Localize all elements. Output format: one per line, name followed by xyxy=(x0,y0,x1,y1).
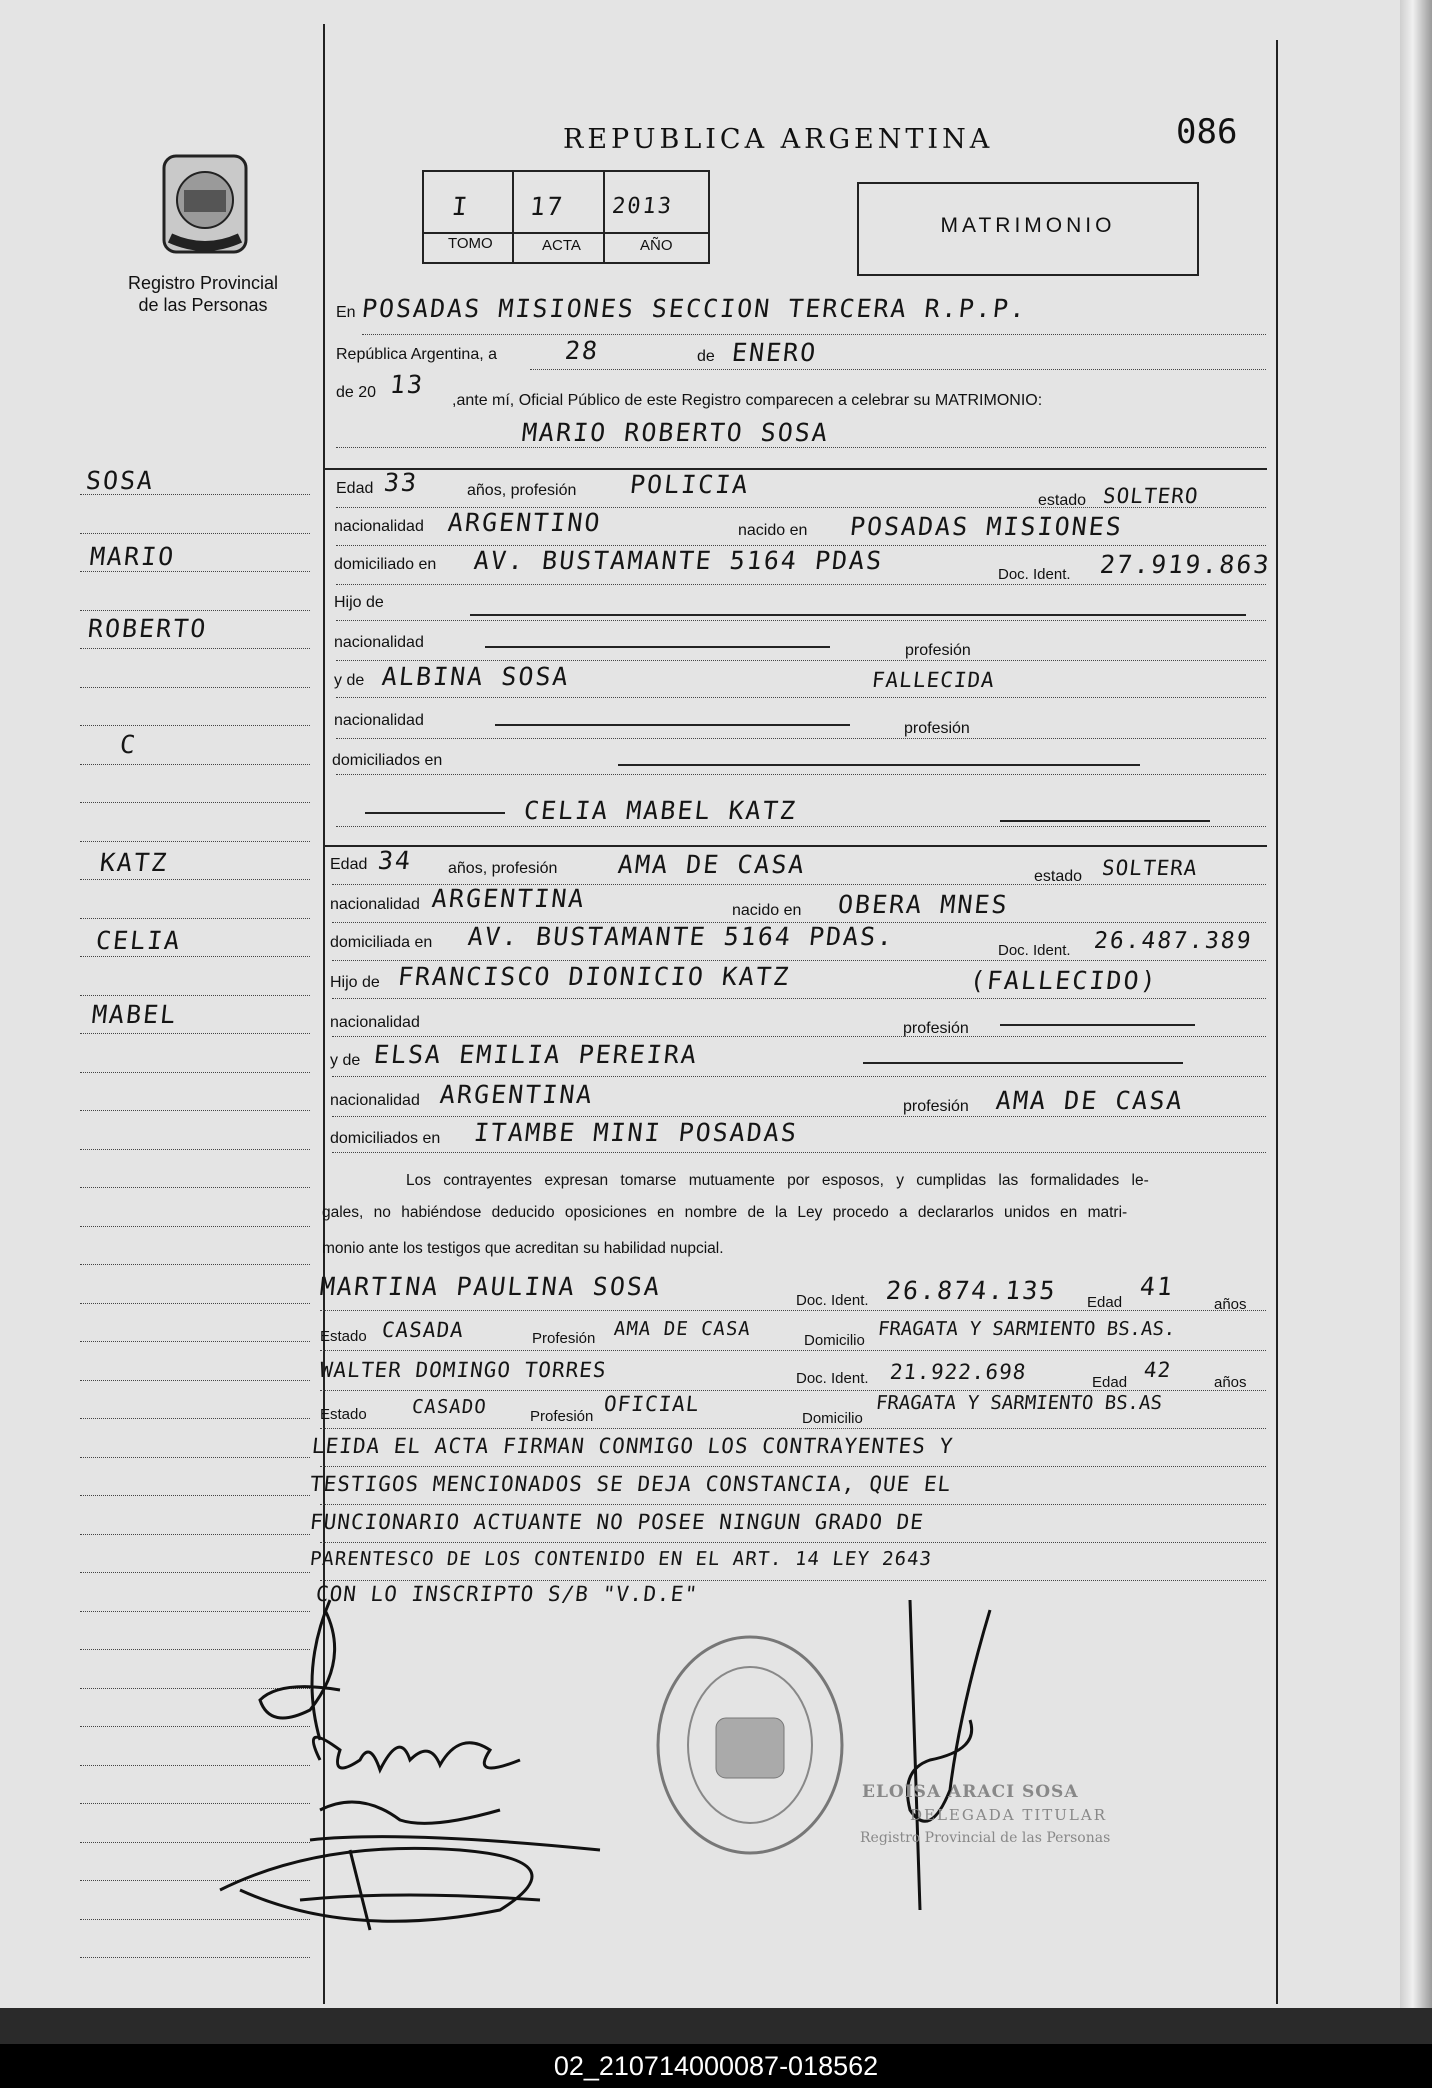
witness2-age: 42 xyxy=(1142,1358,1173,1382)
declaration-line1: Los contrayentes expresan tomarse mutuamente por esposos, y cumplidas las formalidades le- xyxy=(406,1172,1149,1189)
official-name: ELOISA ARACI SOSA xyxy=(862,1782,1079,1802)
groom-mother-note: FALLECIDA xyxy=(870,668,997,692)
groom-full-name: MARIO ROBERTO SOSA xyxy=(520,418,831,447)
act-type: MATRIMONIO xyxy=(940,214,1116,237)
bride-full-name: CELIA MABEL KATZ xyxy=(522,796,799,825)
bride-father-note: (FALLECIDO) xyxy=(968,966,1160,995)
tomo-label: TOMO xyxy=(448,235,493,252)
witness2-profession: OFICIAL xyxy=(602,1392,701,1416)
witness2-name: WALTER DOMINGO TORRES xyxy=(318,1358,608,1382)
official-signature xyxy=(890,1590,1020,1930)
margin-name-4: C xyxy=(118,730,139,759)
witness1-doc: 26.874.135 xyxy=(884,1276,1059,1305)
bride-age: 34 xyxy=(376,846,414,875)
folio-number: 086 xyxy=(1176,112,1238,152)
bride-mother-profession: AMA DE CASA xyxy=(994,1086,1186,1115)
act-day: 28 xyxy=(563,336,601,365)
official-title: DELEGADA TITULAR xyxy=(910,1806,1107,1824)
groom-mother: ALBINA SOSA xyxy=(380,662,572,691)
note-line3: FUNCIONARIO ACTUANTE NO POSEE NINGUN GRADO DE xyxy=(308,1510,926,1534)
bride-birthplace: OBERA MNES xyxy=(836,890,1011,919)
note-line2: TESTIGOS MENCIONADOS SE DEJA CONSTANCIA, QUE EL xyxy=(308,1472,953,1496)
tomo-value: I xyxy=(450,192,471,221)
country-title: REPUBLICA ARGENTINA xyxy=(563,124,994,155)
official-seal-icon xyxy=(650,1630,850,1860)
act-year-suffix: 13 xyxy=(388,370,426,399)
note-line5: CON LO INSCRIPTO S/B "V.D.E" xyxy=(314,1582,700,1606)
anio-label: AÑO xyxy=(640,237,673,254)
acta-label: ACTA xyxy=(542,237,581,254)
witness1-status: CASADA xyxy=(380,1318,466,1342)
witness1-profession: AMA DE CASA xyxy=(612,1318,752,1340)
official-org: Registro Provincial de las Personas xyxy=(860,1830,1111,1846)
witness1-age: 41 xyxy=(1138,1272,1176,1301)
page-edge xyxy=(1400,0,1432,2040)
signature-group xyxy=(200,1590,660,1970)
groom-nationality: ARGENTINO xyxy=(446,508,603,537)
declaration-line2: gales, no habiéndose deducido oposiciones en nombre de la Ley procedo a declararlos unidos en matri- xyxy=(322,1204,1128,1221)
act-place: POSADAS MISIONES SECCION TERCERA R.P.P. xyxy=(360,294,1029,323)
registry-name-line1: Registro Provincial xyxy=(127,273,279,293)
margin-name-2: MARIO xyxy=(88,542,177,571)
acta-value: 17 xyxy=(528,192,566,221)
bride-nationality: ARGENTINA xyxy=(430,884,587,913)
bride-parents-address: ITAMBE MINI POSADAS xyxy=(472,1118,800,1147)
groom-address: AV. BUSTAMANTE 5164 PDAS xyxy=(472,546,885,575)
witness2-address: FRAGATA Y SARMIENTO BS.AS xyxy=(874,1392,1164,1414)
groom-birthplace: POSADAS MISIONES xyxy=(848,512,1125,541)
bride-father: FRANCISCO DIONICIO KATZ xyxy=(396,962,792,991)
groom-doc: 27.919.863 xyxy=(1098,550,1273,579)
note-line4: PARENTESCO DE LOS CONTENIDO EN EL ART. 14 LEY 2643 xyxy=(308,1548,934,1570)
witness1-name: MARTINA PAULINA SOSA xyxy=(318,1272,663,1301)
bride-mother: ELSA EMILIA PEREIRA xyxy=(372,1040,700,1069)
certificate-page: Registro Provincial de las Personas REPUBLICA ARGENTINA 086 I 17 2013 TOMO ACTA AÑO MATRIMONIO En POSADAS MISIONES SECCION TERCERA R.P.P. República Argentina, a 28 de ENERO de 20 13 ,ante mí, Oficial Público de este Registro comparecen a celebrar su MATRIMONIO: MARIO ROBERTO SOSA Edad 33 años, profesión POLICIA estado SOLTERO nacionalidad ARGENTINO nacido en POSADAS MISIONES domiciliado en AV. BUSTAMANTE 5164 PDAS Doc. Ident. 27.919.863 Hijo de nacionalidad profesión y de ALBINA SOSA FALLECIDA nacionalidad profesión domiciliados en CELIA MABEL KATZ Edad 34 años, profesión AMA DE CASA estado SOLTERA nacionalidad ARGENTINA nacido en OBERA MNES domiciliada en AV. BUSTAMANTE 5164 PDAS. Doc. Ident. 26.487.389 Hijo de FRANCISCO DIONICIO KATZ (FALLECIDO) nacionalidad profesión y de ELSA EMILIA PEREIRA nacionalidad ARGENTINA profesión AMA DE CASA domiciliados en ITAMBE MINI POSADAS Los contrayentes expresan tomarse mutuamente por esposos, y cumplidas las formalidades le- gales, no habiéndose deducido oposiciones en nombre de la Ley procedo a declararlos unidos en matri- monio ante los testigos que acreditan su habilidad nupcial. MARTINA PAULINA SOSA Doc. Ident. 26.874.135 Edad 41 años Estado CASADA Profesión AMA DE CASA Domicilio FRAGATA Y SARMIENTO BS.AS. WALTER DOMINGO TORRES Doc. Ident. 21.922.698 Edad 42 años Estado CASADO Profesión OFICIAL Domicilio FRAGATA Y SARMIENTO BS.AS LEIDA EL ACTA FIRMAN CONMIGO LOS CONTRAYENTES Y TESTIGOS MENCIONADOS SE DEJA CONSTANCIA, QUE EL FUNCIONARIO ACTUANTE NO POSEE NINGUN GRADO DE PARENTESCO DE LOS CONTENIDO EN EL ART. 14 LEY 2643 CON LO INSCRIPTO S/B "V.D.E" SOSA MARIO ROBERTO C KATZ CELIA MABEL ELOISA ARACI SOSA DELEGADA TITULAR Registro Provincial de las Personas xyxy=(0,0,1402,2008)
bride-civil-status: SOLTERA xyxy=(1100,856,1199,880)
registry-name-line2: de las Personas xyxy=(138,295,268,315)
anio-value: 2013 xyxy=(610,194,675,219)
groom-profession: POLICIA xyxy=(628,470,751,499)
bride-profession: AMA DE CASA xyxy=(616,850,808,879)
margin-name-7: MABEL xyxy=(90,1000,179,1029)
declaration-line3: monio ante los testigos que acreditan su habilidad nupcial. xyxy=(322,1240,724,1257)
groom-civil-status: SOLTERO xyxy=(1101,484,1200,508)
margin-name-6: CELIA xyxy=(94,926,183,955)
note-line1: LEIDA EL ACTA FIRMAN CONMIGO LOS CONTRAYENTES Y xyxy=(310,1434,955,1458)
margin-name-5: KATZ xyxy=(98,848,170,877)
bride-mother-nationality: ARGENTINA xyxy=(438,1080,595,1109)
bride-address: AV. BUSTAMANTE 5164 PDAS. xyxy=(466,922,896,951)
margin-name-3: ROBERTO xyxy=(86,614,209,643)
margin-name-1: SOSA xyxy=(84,466,156,495)
witness1-address: FRAGATA Y SARMIENTO BS.AS. xyxy=(876,1318,1177,1340)
act-month: ENERO xyxy=(730,338,819,367)
bride-doc: 26.487.389 xyxy=(1092,928,1254,954)
witness2-doc: 21.922.698 xyxy=(888,1360,1028,1384)
misiones-crest-icon xyxy=(150,150,260,260)
scan-caption: 02_210714000087-018562 xyxy=(0,2044,1432,2088)
witness2-status: CASADO xyxy=(410,1396,488,1418)
right-margin-rule xyxy=(1276,40,1278,2004)
groom-age: 33 xyxy=(382,468,420,497)
